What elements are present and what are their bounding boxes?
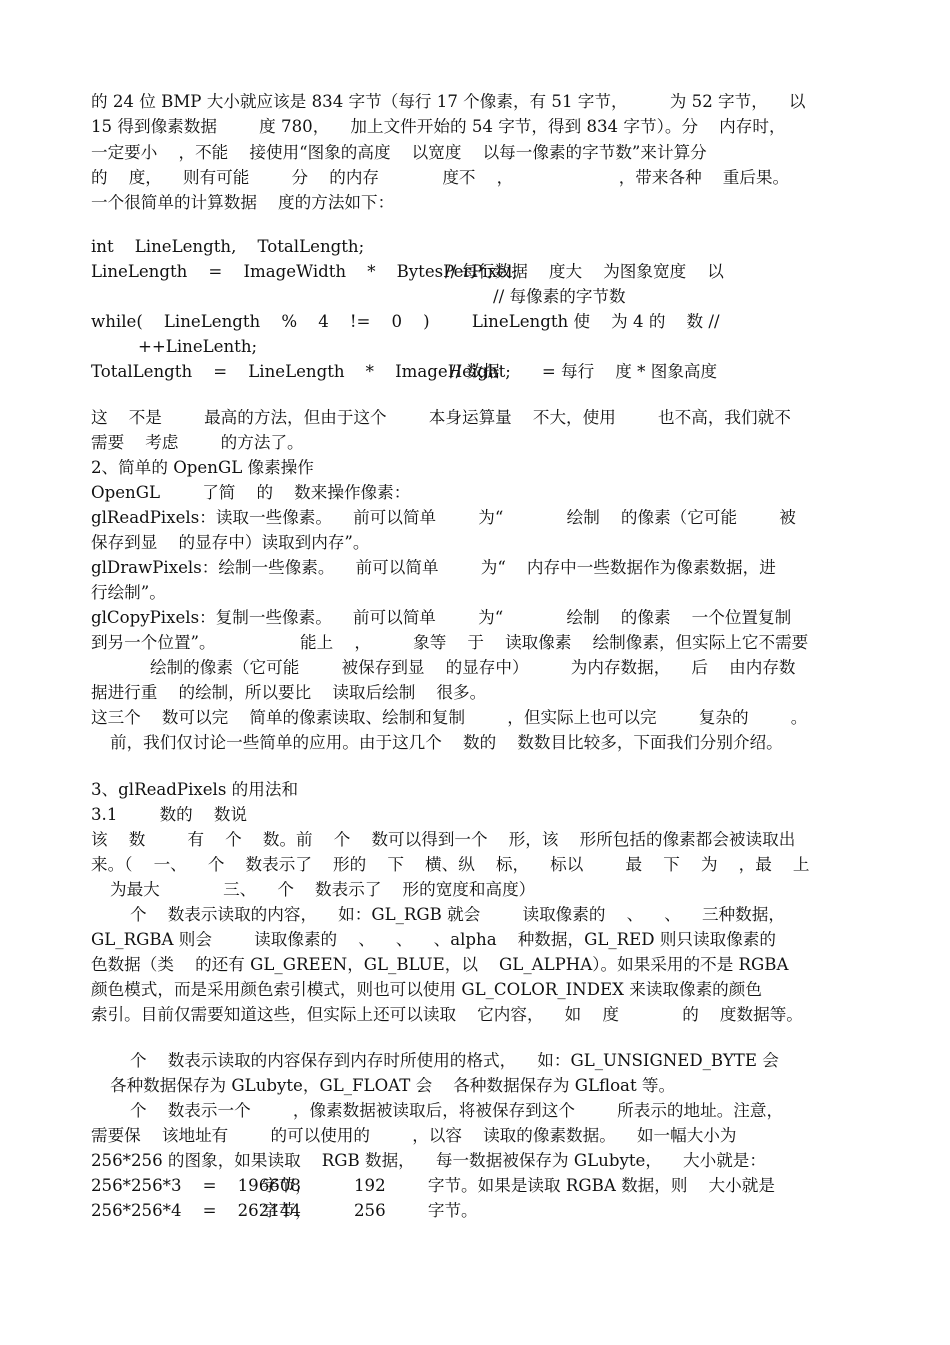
text-line: 个 数表示一个 ，像素数据被读取后，将被保存到这个 所表示的地址。注意， bbox=[130, 1101, 784, 1120]
text-line: 需要保 该地址有 的可以使用的 ，以容 读取的像素数据。 如一幅大小为 bbox=[91, 1126, 737, 1145]
code-comment: // 每行数据 度大 为图象宽度 以 bbox=[445, 262, 724, 281]
text-line: 个 数表示读取的内容， 如：GL_RGB 就会 读取像素的 、 、 三种数据， bbox=[130, 905, 785, 924]
section-heading: 2、简单的 OpenGL 像素操作 bbox=[91, 458, 314, 477]
text-line: 行绘制”。 bbox=[91, 583, 166, 602]
text-line: 色数据（类 的还有 GL_GREEN，GL_BLUE，以 GL_ALPHA）。如果采用的不是 RGBA bbox=[91, 955, 789, 974]
text-line: 的 24 位 BMP 大小就应该是 834 字节（每行 17 个像素，有 51 字节， 为 52 字节， 以 bbox=[91, 92, 806, 111]
text-line: 字节， 192 字节。如果是读取 RGBA 数据，则 大小就是 bbox=[262, 1176, 775, 1195]
text-line: 颜色模式，而是采用颜色索引模式，则也可以使用 GL_COLOR_INDEX 来读取像素的颜色 bbox=[91, 980, 762, 999]
text-line: 索引。目前仅需要知道这些，但实际上还可以读取 它内容， 如 度 的 度数据等。 bbox=[91, 1005, 803, 1024]
code-comment: // 数据 = 每行 度 * 图象高度 bbox=[450, 362, 718, 381]
text-line: 各种数据保存为 GLubyte，GL_FLOAT 会 各种数据保存为 GLfloat 等。 bbox=[110, 1076, 676, 1095]
text-line: 该 数 有 个 数。前 个 数可以得到一个 形，该 形所包括的像素都会被读取出 bbox=[91, 830, 796, 849]
text-line: 256*256*4 = 262144 bbox=[91, 1201, 301, 1220]
text-line: 绘制的像素（它可能 被保存到显 的显存中） 为内存数据， 后 由内存数 bbox=[150, 658, 796, 677]
text-line: 一个很简单的计算数据 度的方法如下： bbox=[91, 193, 395, 212]
text-line: 到另一个位置”。 能上 ， 象等 于 读取像素 绘制像素，但实际上它不需要 bbox=[91, 633, 809, 652]
text-line: glReadPixels：读取一些像素。 前可以简单 为“ 绘制 的像素（它可能 被 bbox=[91, 508, 796, 527]
text-line: glCopyPixels：复制一些像素。 前可以简单 为“ 绘制 的像素 一个位置复制 bbox=[91, 608, 792, 627]
code-comment: // 每像素的字节数 bbox=[493, 287, 626, 306]
section-heading: 3、glReadPixels 的用法和 bbox=[91, 780, 299, 799]
text-line: 前，我们仅讨论一些简单的应用。由于这几个 数的 数数目比较多，下面我们分别介绍。 bbox=[110, 733, 783, 752]
text-line: 来。（ 一、 个 数表示了 形的 下 横、纵 标， 标以 最 下 为 ，最 上 bbox=[91, 855, 810, 874]
text-line: 15 得到像素数据 度 780， 加上文件开始的 54 字节，得到 834 字节）。分 内存时， bbox=[91, 117, 786, 136]
text-line: 的 度， 则有可能 分 的内存 度不 ， ，带来各种 重后果。 bbox=[91, 168, 790, 187]
text-line: 据进行重 的绘制，所以要比 读取后绘制 很多。 bbox=[91, 683, 487, 702]
text-line: GL_RGBA 则会 读取像素的 、 、 、alpha 种数据，GL_RED 则只读取像素的 bbox=[91, 930, 776, 949]
text-line: 256*256*3 = 196608 bbox=[91, 1176, 301, 1195]
text-line: 需要 考虑 的方法了。 bbox=[91, 433, 304, 452]
text-line: glDrawPixels：绘制一些像素。 前可以简单 为“ 内存中一些数据作为像素数据，进 bbox=[91, 558, 776, 577]
code-line: int LineLength, TotalLength; bbox=[91, 237, 365, 256]
text-line: 这 不是 最高的方法，但由于这个 本身运算量 不大，使用 也不高，我们就不 bbox=[91, 408, 791, 427]
text-line: 这三个 数可以完 简单的像素读取、绘制和复制 ，但实际上也可以完 复杂的 。 bbox=[91, 708, 808, 727]
text-line: 字节， 256 字节。 bbox=[262, 1201, 478, 1220]
text-line: OpenGL 了简 的 数来操作像素： bbox=[91, 483, 411, 502]
code-line: ++LineLenth; bbox=[138, 337, 258, 356]
code-line: while( LineLength % 4 != 0 ) LineLength 使 为 4 的 数 // bbox=[91, 312, 720, 331]
text-line: 个 数表示读取的内容保存到内存时所使用的格式， 如：GL_UNSIGNED_BYTE 会 bbox=[130, 1051, 779, 1070]
code-line: TotalLength = LineLength * ImageHeight; bbox=[91, 362, 511, 381]
text-line: 256*256 的图象，如果读取 RGB 数据， 每一数据被保存为 GLubyte， 大小就是： bbox=[91, 1151, 766, 1170]
text-line: 保存到显 的显存中）读取到内存”。 bbox=[91, 533, 370, 552]
text-line: 一定要小 ，不能 接使用“图象的高度 以宽度 以每一像素的字节数”来计算分 bbox=[91, 143, 707, 162]
text-line: 为最大 三、 个 数表示了 形的宽度和高度） bbox=[110, 880, 536, 899]
subsection-heading: 3.1 数的 数说 bbox=[91, 805, 248, 824]
code-line: LineLength = ImageWidth * BytesPerPixel; bbox=[91, 262, 518, 281]
